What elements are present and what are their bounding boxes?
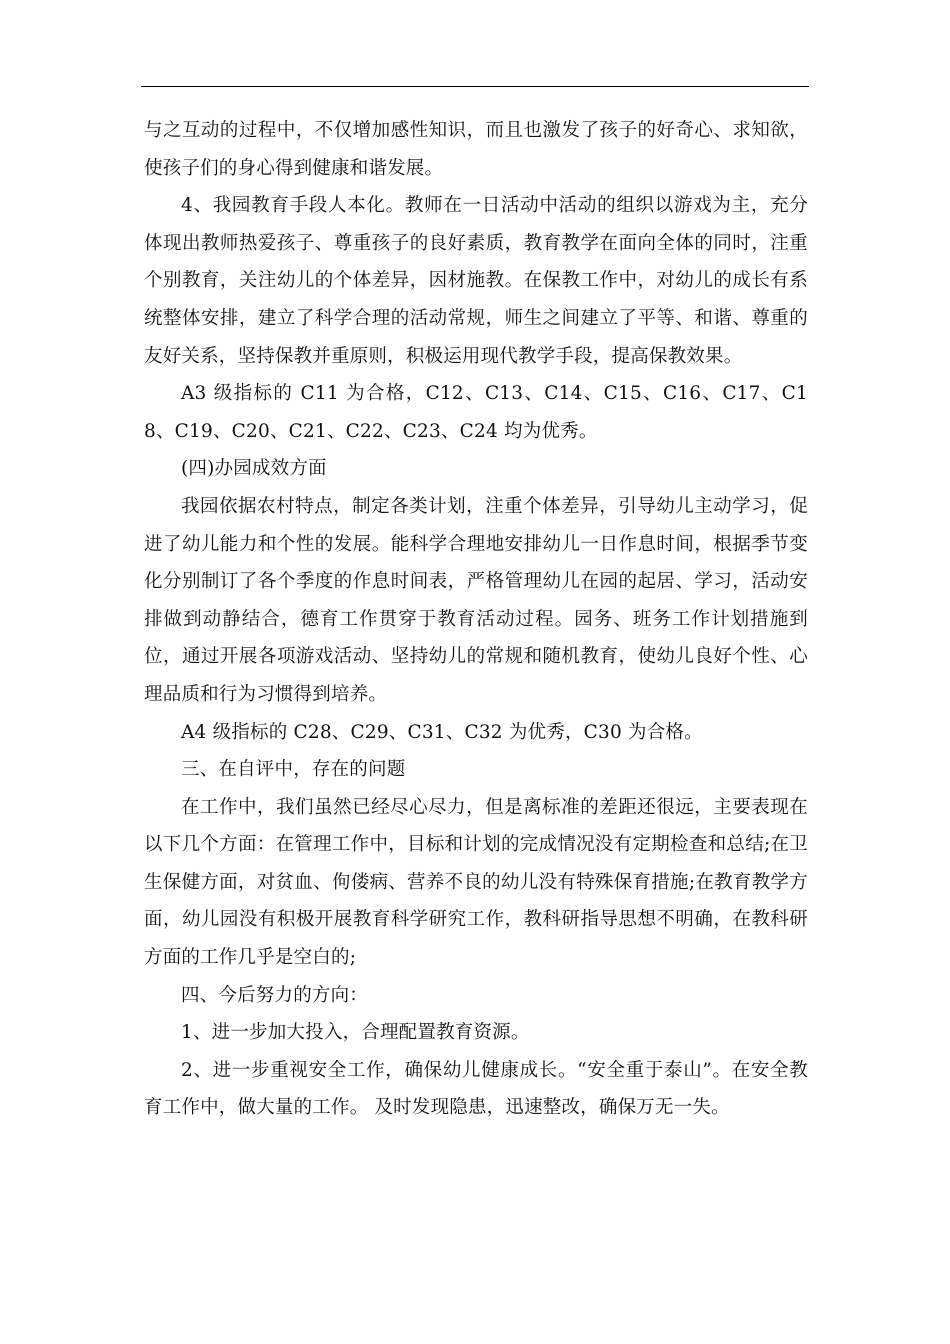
paragraph-teaching-methods: 4、我园教育手段人本化。教师在一日活动中活动的组织以游戏为主，充分体现出教师热爱孩子、尊重孩子的良好素质，教育教学在面向全体的同时，注重个别教育，关注幼儿的个体差异，因材施教。在保教工作中，对幼儿的成长有系统整体安排，建立了科学合理的活动常规，师生之间建立了平等、和谐、尊重的友好关系，坚持保教并重原则，积极运用现代教学手段，提高保教效果。: [144, 195, 808, 367]
paragraph-a4-indicators: A4 级指标的 C28、C29、C31、C32 为优秀，C30 为合格。: [181, 721, 703, 743]
paragraph-a3-indicators: A3 级指标的 C11 为合格，C12、C13、C14、C15、C16、C17、C18、C19、C20、C21、C22、C23、C24 均为优秀。: [144, 383, 808, 442]
paragraph-problems: 在工作中，我们虽然已经尽心尽力，但是离标准的差距还很远，主要表现在以下几个方面：在管理工作中，目标和计划的完成情况没有定期检查和总结;在卫生保健方面，对贫血、佝偻病、营养不良的幼儿没有特殊保育措施;在教育教学方面，幼儿园没有积极开展教育科学研究工作，教科研指导思想不明确，在教科研方面的工作几乎是空白的;: [144, 796, 808, 969]
header-rule: [141, 86, 809, 87]
heading-future-direction: 四、今后努力的方向：: [181, 984, 369, 1006]
paragraph-continuation: 与之互动的过程中，不仅增加感性知识，而且也激发了孩子的好奇心、求知欲，使孩子们的身心得到健康和谐发展。: [144, 120, 808, 179]
list-item-investment: 1、进一步加大投入，合理配置教育资源。: [181, 1022, 530, 1044]
list-item-safety: 2、进一步重视安全工作，确保幼儿健康成长。“安全重于泰山”。在安全教育工作中，做大量的工作。 及时发现隐患，迅速整改，确保万无一失。: [144, 1059, 808, 1119]
document-body: [144, 112, 808, 1127]
paragraph-results: 我园依据农村特点，制定各类计划，注重个体差异，引导幼儿主动学习，促进了幼儿能力和个性的发展。能科学合理地安排幼儿一日作息时间，根据季节变化分别制订了各个季度的作息时间表，严格管理幼儿在园的起居、学习，活动安排做到动静结合，德育工作贯穿于教育活动过程。园务、班务工作计划措施到位，通过开展各项游戏活动、坚持幼儿的常规和随机教育，使幼儿良好个性、心理品质和行为习惯得到培养。: [144, 495, 808, 705]
heading-results: (四)办园成效方面: [181, 458, 327, 480]
heading-problems: 三、在自评中，存在的问题: [181, 759, 406, 781]
